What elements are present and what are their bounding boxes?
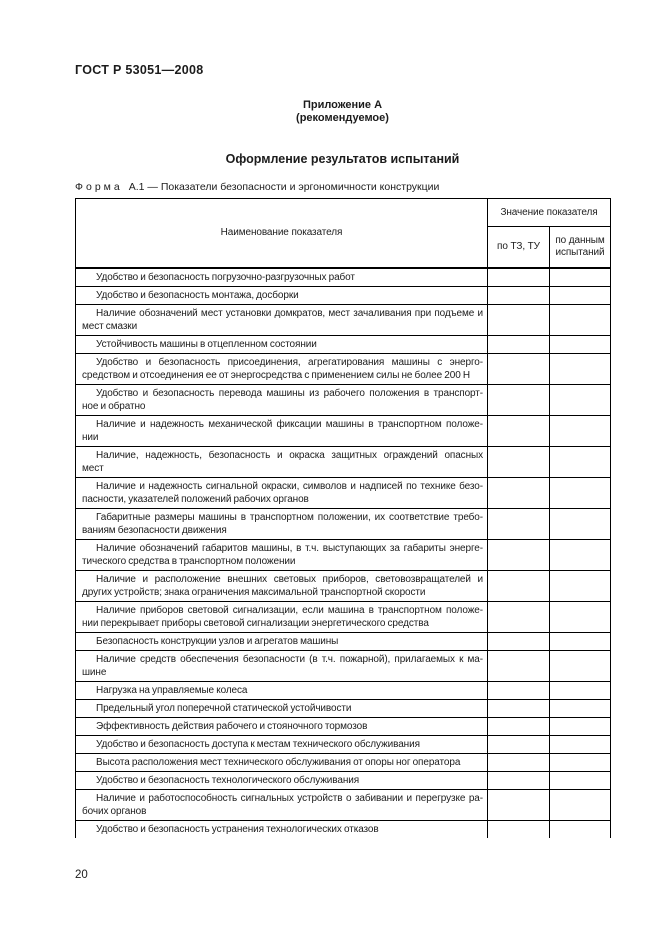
indicator-name-cell: Наличие и надежность сигнальной окраски, символов и надписей по технике безо- пасности, указателей положений рабочих органов — [76, 477, 488, 508]
table-row — [76, 601, 611, 632]
value-test-data-cell — [550, 384, 611, 415]
col-header-name: Наименование показателя — [76, 199, 488, 268]
value-test-data-cell — [550, 771, 611, 789]
results-table-body — [76, 268, 611, 838]
value-tz-tu-cell — [488, 681, 550, 699]
table-row — [76, 539, 611, 570]
indicator-name-cell: Нагрузка на управляемые колеса — [76, 681, 488, 699]
indicator-name-cell: Удобство и безопасность присоединения, агрегатирования машины с энерго- средством и отсоединения ее от энергосредства с применением силы не более 200 Н — [76, 353, 488, 384]
table-row — [76, 508, 611, 539]
table-row — [76, 681, 611, 699]
indicator-name-cell: Наличие, надежность, безопасность и окраска защитных ограждений опасных мест — [76, 446, 488, 477]
value-test-data-cell — [550, 415, 611, 446]
value-test-data-cell — [550, 735, 611, 753]
indicator-name-cell: Высота расположения мест технического обслуживания от опоры ног оператора — [76, 753, 488, 771]
table-row — [76, 570, 611, 601]
indicator-name-cell: Безопасность конструкции узлов и агрегатов машины — [76, 632, 488, 650]
table-row — [76, 771, 611, 789]
value-tz-tu-cell — [488, 632, 550, 650]
indicator-name-cell: Наличие и работоспособность сигнальных устройств о забивании и перегрузке ра- бочих органов — [76, 789, 488, 820]
indicator-name-cell: Габаритные размеры машины в транспортном положении, их соответствие требо- ваниям безопасности движения — [76, 508, 488, 539]
value-test-data-cell — [550, 477, 611, 508]
table-row — [76, 415, 611, 446]
value-tz-tu-cell — [488, 477, 550, 508]
indicator-name-cell: Эффективность действия рабочего и стояночного тормозов — [76, 717, 488, 735]
value-test-data-cell — [550, 286, 611, 304]
results-table — [75, 198, 611, 838]
indicator-name-cell: Удобство и безопасность перевода машины из рабочего положения в транспорт- ное и обратно — [76, 384, 488, 415]
table-row — [76, 632, 611, 650]
value-tz-tu-cell — [488, 508, 550, 539]
value-tz-tu-cell — [488, 771, 550, 789]
value-test-data-cell — [550, 353, 611, 384]
value-test-data-cell — [550, 753, 611, 771]
col-header-value-group: Значение показателя — [488, 199, 611, 227]
value-tz-tu-cell — [488, 268, 550, 287]
value-test-data-cell — [550, 681, 611, 699]
appendix-title: Приложение А — [302, 99, 383, 111]
value-test-data-cell — [550, 570, 611, 601]
value-test-data-cell — [550, 335, 611, 353]
appendix-note: (рекомендуемое) — [296, 112, 389, 124]
value-test-data-cell — [550, 789, 611, 820]
value-test-data-cell — [550, 699, 611, 717]
value-tz-tu-cell — [488, 789, 550, 820]
value-tz-tu-cell — [488, 650, 550, 681]
doc-code: ГОСТ Р 53051—2008 — [75, 63, 204, 77]
value-tz-tu-cell — [488, 286, 550, 304]
table-row — [76, 353, 611, 384]
value-test-data-cell — [550, 304, 611, 335]
results-table-header — [76, 199, 611, 268]
table-row — [76, 650, 611, 681]
value-test-data-cell — [550, 717, 611, 735]
value-tz-tu-cell — [488, 415, 550, 446]
col-header-tz-tu: по ТЗ, ТУ — [488, 227, 550, 268]
value-tz-tu-cell — [488, 353, 550, 384]
indicator-name-cell: Удобство и безопасность устранения технологических отказов — [76, 820, 488, 838]
value-test-data-cell — [550, 446, 611, 477]
value-test-data-cell — [550, 601, 611, 632]
table-row — [76, 789, 611, 820]
table-row — [76, 446, 611, 477]
value-test-data-cell — [550, 268, 611, 287]
indicator-name-cell: Предельный угол поперечной статической устойчивости — [76, 699, 488, 717]
form-caption — [75, 181, 610, 193]
table-row — [76, 304, 611, 335]
indicator-name-cell: Удобство и безопасность доступа к местам технического обслуживания — [76, 735, 488, 753]
page-title: Оформление результатов испытаний — [225, 152, 460, 166]
value-test-data-cell — [550, 650, 611, 681]
form-caption-label: Форма — [75, 181, 123, 193]
value-tz-tu-cell — [488, 539, 550, 570]
value-tz-tu-cell — [488, 820, 550, 838]
page-number: 20 — [75, 869, 88, 881]
value-tz-tu-cell — [488, 384, 550, 415]
value-tz-tu-cell — [488, 570, 550, 601]
value-tz-tu-cell — [488, 717, 550, 735]
value-test-data-cell — [550, 539, 611, 570]
value-tz-tu-cell — [488, 335, 550, 353]
table-row — [76, 335, 611, 353]
table-row — [76, 820, 611, 838]
value-tz-tu-cell — [488, 601, 550, 632]
value-tz-tu-cell — [488, 699, 550, 717]
value-test-data-cell — [550, 632, 611, 650]
value-tz-tu-cell — [488, 446, 550, 477]
indicator-name-cell: Наличие обозначений мест установки домкратов, мест зачаливания при подъеме и мест смазки — [76, 304, 488, 335]
appendix-block — [75, 99, 610, 125]
indicator-name-cell: Устойчивость машины в отцепленном состоянии — [76, 335, 488, 353]
table-row — [76, 384, 611, 415]
value-tz-tu-cell — [488, 735, 550, 753]
table-row — [76, 268, 611, 287]
value-tz-tu-cell — [488, 753, 550, 771]
value-tz-tu-cell — [488, 304, 550, 335]
form-caption-text: А.1 — Показатели безопасности и эргономичности конструкции — [128, 181, 440, 193]
indicator-name-cell: Наличие средств обеспечения безопасности (в т.ч. пожарной), прилагаемых к ма- шине — [76, 650, 488, 681]
value-test-data-cell — [550, 508, 611, 539]
indicator-name-cell: Удобство и безопасность технологического обслуживания — [76, 771, 488, 789]
table-row — [76, 717, 611, 735]
indicator-name-cell: Наличие и расположение внешних световых приборов, световозвращателей и других устройств; знака ограничения максимальной транспортной скорости — [76, 570, 488, 601]
table-row — [76, 699, 611, 717]
table-row — [76, 477, 611, 508]
value-test-data-cell — [550, 820, 611, 838]
indicator-name-cell: Наличие приборов световой сигнализации, если машина в транспортном положе- нии перекрывает приборы световой сигнализации энергетического средства — [76, 601, 488, 632]
indicator-name-cell: Удобство и безопасность монтажа, досборки — [76, 286, 488, 304]
indicator-name-cell: Наличие и надежность механической фиксации машины в транспортном положе- нии — [76, 415, 488, 446]
table-row — [76, 735, 611, 753]
indicator-name-cell: Наличие обозначений габаритов машины, в т.ч. выступающих за габариты энерге- тического средства в транспортном положении — [76, 539, 488, 570]
col-header-test-data: по данным испытаний — [550, 227, 611, 268]
indicator-name-cell: Удобство и безопасность погрузочно-разгрузочных работ — [76, 268, 488, 287]
table-row — [76, 286, 611, 304]
table-row — [76, 753, 611, 771]
